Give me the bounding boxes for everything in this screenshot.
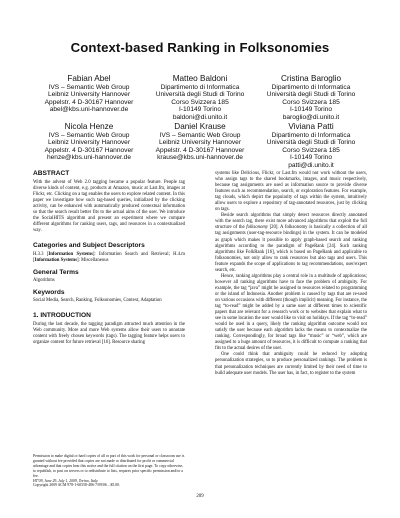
author-address: Corso Svizzera 185 [171,98,229,106]
body-paragraph: systems like Delicious, Flickr, or Last.fm would not work without the users, who assign tags to the shared bookmarks, images, and music respectively, because tag assignments are used as information source to provide diverse features such as recommendation, search, or exploration features. For example, tag clouds, which depict the popularity of tags within the system, intuitively allow users to explore a repository of tag-annotated resources, just by clicking on tags. [215,171,367,213]
author-institution: Leibniz University Hannover [158,139,242,147]
author-address: Appelstr. 4 D-30167 Hannover [44,146,134,154]
author-block [144,74,256,121]
abstract-heading: ABSTRACT [33,170,70,177]
author-affiliation: IVS – Semantic Web Group [159,132,241,139]
categories-text: H.3.3 [Information Systems]: Information Search and Retrieval; H.4.m [Information Systems]: Miscellaneous [33,251,186,263]
author-institution: Università degli Studi di Torino [155,91,245,99]
paper-title: Context-based Ranking in Folksonomies [70,40,330,55]
author-email: patti@di.unito.it [288,161,334,169]
author-email: baldoni@di.unito.it [172,113,228,121]
body-paragraph: Beside search algorithms that simply detect resources directly annotated with the search tag, there exist more advanced algorithms that exploit the full structure of the folksonomy [20]. A folksonomy is basically a collection of all tag assignments (user-tag-resource bindings) in the system. It can be modeled as graph which makes it possible to apply graph-based search and ranking algorithms according to the paradigm of PageRank [24]. Such ranking algorithms like FolkRank [16], which is based on PageRank and applicable to folksonomies, not only allow to rank resources but also tags and users. This feature expands the scope of applications to tag recommendations, user/expert search, etc. [215,213,367,273]
author-institution: Leibniz University Hannover [47,91,131,99]
general-terms-heading: General Terms [33,268,79,276]
introduction-text: During the last decade, the tagging paradigm attracted much attention in the Web community. More and more Web systems allow their users to annotate content with freely chosen keywords (tags). The tagging feature helps users to organize content for future retrieval [16]. Resource sharing [33,321,185,345]
author-block [255,122,367,169]
keywords-text: Social Media, Search, Ranking, Folksonomies, Context, Adaptation [33,297,162,303]
conference-line: HT'09, June 29–July 1, 2009, Torino, Italy. [33,478,99,483]
body-paragraph: Hence, ranking algorithms play a central role in a multitude of applications; however all ranking algorithms have to face the problem of ambiguity. For example, the tag “java” might be assigned to resources related to programming or the island of Indonesia. Another problem is caused by tags that are re-used on various occasions with different (though implicit) meaning. For instance, the tag “to-read” might be added by a same user at different times to scientific papers that are relevant for a research work or to websites that explain what to see in some location the user would like to visit on holidays. If the tag “to-read” would be used in a query, likely the ranking algorithm outcome would not satisfy the user because each algorithm lacks the means to contextualize the ranking. Correspondingly, for broad tags like “music” or “web”, which are assigned to a huge amount of resources, it is difficult to compute a ranking that fits to the actual desires of the user. [215,273,367,352]
author-email: henze@kbs.uni-hannover.de [46,154,132,162]
copyright-line: Copyright 2009 ACM 978-1-60558-486-7/09/06 ...$5.00. [33,483,121,488]
author-affiliation: IVS – Semantic Web Group [48,84,130,91]
author-email: krause@kbs.uni-hannover.de [157,154,243,162]
author-affiliation: Dipartimento di Informatica [160,84,240,91]
author-address-line2: I-10149 Torino [289,106,333,114]
introduction-heading: 1. INTRODUCTION [33,311,91,319]
author-name: Matteo Baldoni [172,74,228,83]
author-institution: Università degli Studi di Torino [266,91,356,99]
author-block [255,74,367,121]
author-affiliation: Dipartimento di Informatica [271,84,351,91]
author-address: Appelstr. 4 D-30167 Hannover [155,146,245,154]
author-address: Appelstr. 4 D-30167 Hannover [44,98,134,106]
author-block [144,122,256,162]
copyright-footnote [33,454,185,488]
author-block [33,74,145,114]
general-terms-text: Algorithms [33,277,55,283]
author-name: Viviana Patti [288,122,334,131]
author-address: Corso Svizzera 185 [282,146,340,154]
author-affiliation: Dipartimento di Informatica [271,132,351,139]
permission-notice: Permission to make digital or hard copies of all or part of this work for personal or classroom use is granted without fee provided that copies are not made or distributed for profit or commercial advantage and that copies bear this notice and the full citation on the first page. To copy otherwise, to republish, to post on servers or to redistribute to lists, requires prior specific permission and/or a fee. [33,454,185,478]
author-email: abel@kbs.uni-hannover.de [49,106,129,114]
right-column [215,171,367,377]
author-address-line2: I-10149 Torino [178,106,222,114]
author-email: baroglio@di.unito.it [282,113,340,121]
body-paragraph: One could think that ambiguity could be reduced by adopting personalization strategies, so to produce personalized rankings. The problem is that personalization techniques are currently limited by their need of time to build adequate user models. The user has, in fact, to register to the system [215,352,367,376]
author-name: Daniel Krause [174,122,226,131]
author-address: Corso Svizzera 185 [282,98,340,106]
author-name: Fabian Abel [67,74,111,83]
author-name: Nicola Henze [64,122,114,131]
author-institution: Università degli Studi di Torino [266,139,356,147]
author-name: Cristina Baroglio [280,74,342,83]
categories-heading: Categories and Subject Descriptors [33,242,145,250]
page-number: 209 [196,494,204,499]
author-address-line2: I-10149 Torino [289,154,333,162]
left-column [33,171,185,346]
author-block [33,122,145,162]
keywords-heading: Keywords [33,288,65,296]
author-affiliation: IVS – Semantic Web Group [48,132,130,139]
author-institution: Leibniz University Hannover [47,139,131,147]
abstract-text: With the advent of Web 2.0 tagging became a popular feature. People tag diverse kinds of content, e.g. products at Amazon, music at Last.fm, images at Flickr, etc. Clicking on a tag enables the users to explore related content. In this paper we investigate how such tag-based queries, initialized by the clicking activity, can be enhanced with automatically produced contextual information so that the search result better fits to the actual aims of the user. We introduce the SocialHITS algorithm and present an experiment where we compare different algorithms for ranking users, tags, and resources in a contextualized way. [33,180,185,234]
